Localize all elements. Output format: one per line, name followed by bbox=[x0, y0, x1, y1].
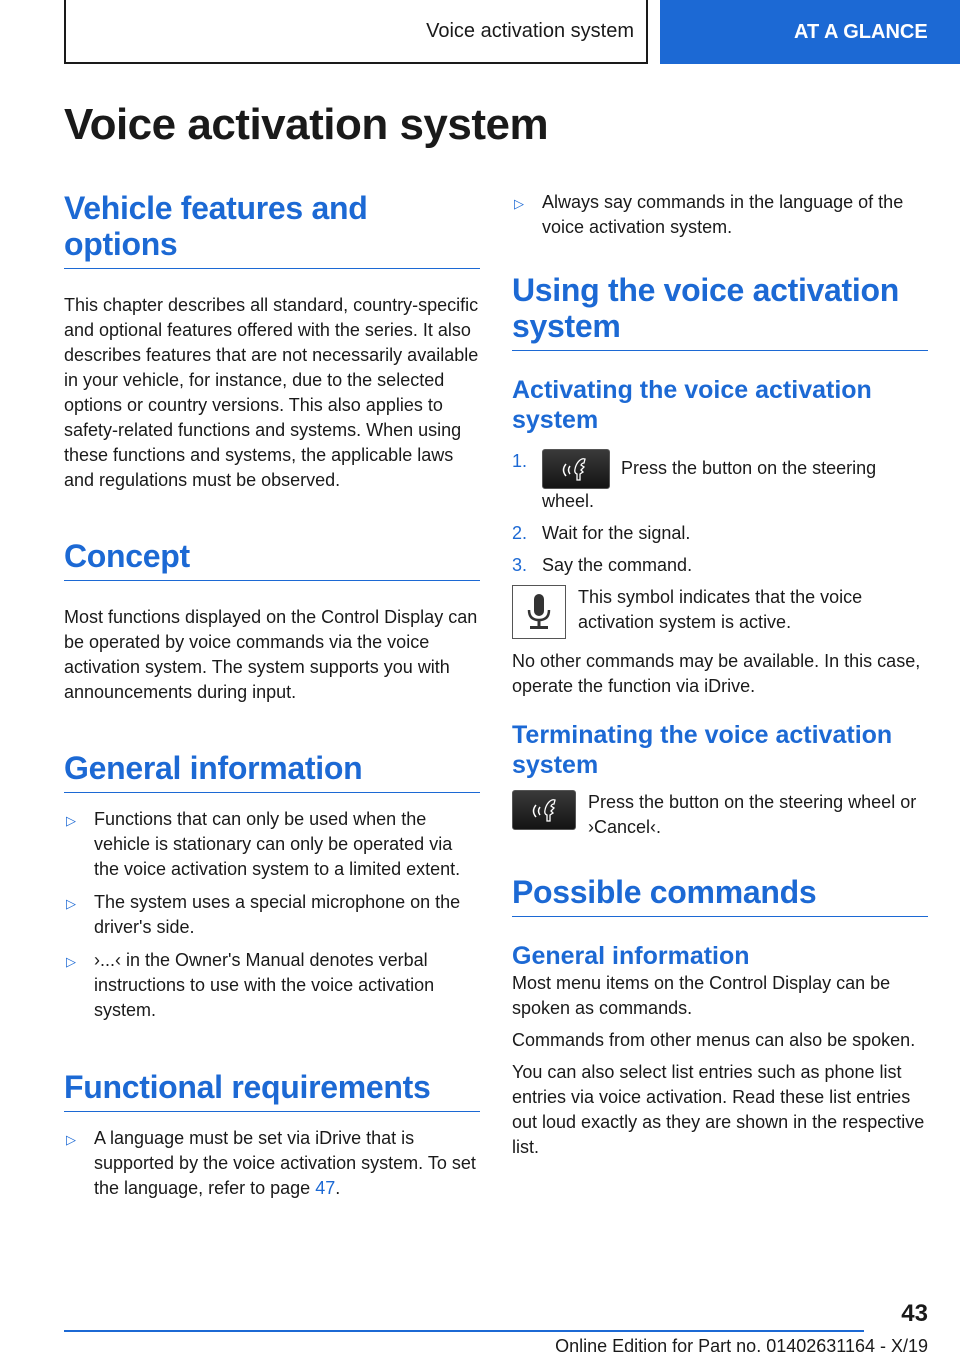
page-reference-link[interactable]: 47 bbox=[315, 1178, 336, 1198]
left-column bbox=[64, 190, 480, 1209]
header-chapter-tab[interactable] bbox=[660, 0, 960, 64]
triangle-bullet-icon: ▷ bbox=[66, 813, 76, 828]
heading-possible-commands: Possible commands bbox=[512, 874, 928, 917]
commands-paragraph: You can also select list entries such as phone list entries via voice activation. Read these list entries out loud exactly as they are shown in the respective list. bbox=[512, 1062, 925, 1157]
voice-command-icon bbox=[531, 797, 561, 823]
heading-vehicle-features: Vehicle features and options bbox=[64, 190, 480, 269]
step-text: Say the command. bbox=[542, 555, 693, 575]
step-number: 2. bbox=[512, 523, 528, 543]
step-item bbox=[512, 521, 928, 546]
footer-edition: Online Edition for Part no. 01402631164 - X/19 bbox=[555, 1336, 928, 1356]
header-chapter-label: AT A GLANCE bbox=[794, 20, 928, 43]
footer-divider bbox=[64, 1330, 864, 1332]
terminate-note bbox=[512, 790, 928, 840]
triangle-bullet-icon: ▷ bbox=[66, 954, 76, 969]
microphone-icon bbox=[524, 592, 554, 632]
header-section-title: Voice activation system bbox=[426, 19, 634, 42]
triangle-bullet-icon: ▷ bbox=[66, 1132, 76, 1147]
step-text: Wait for the signal. bbox=[542, 523, 691, 543]
terminate-text: Press the button on the steering wheel or ›Cancel‹. bbox=[588, 792, 917, 837]
page-number: 43 bbox=[901, 1300, 928, 1327]
heading-functional-requirements: Functional requirements bbox=[64, 1069, 480, 1112]
heading-general-information-commands: General information bbox=[512, 942, 750, 970]
list-item: ▷ A language must be set via iDrive that is supported by the voice activation system. To set the language, refer to page 47. bbox=[66, 1128, 476, 1198]
heading-activating: Activating the voice activation system bbox=[512, 376, 872, 434]
concept-paragraph: Most functions displayed on the Control Display can be operated by voice commands via the voice activation system. The system supports you with announcements during input. bbox=[64, 607, 478, 702]
symbol-description: This symbol indicates that the voice activation system is active. bbox=[578, 587, 863, 632]
activation-steps bbox=[512, 449, 928, 578]
no-commands-note: No other commands may be available. In this case, operate the function via iDrive. bbox=[512, 651, 921, 696]
requirements-list bbox=[64, 1126, 480, 1201]
features-paragraph: This chapter describes all standard, country-specific and optional features offered with the series. It also describes features that are not necessarily available in your vehicle, for instance, due to the selected options or country versions. This also applies to safety-related functions and systems. When using these functions and systems, the applicable laws and regulations must be observed. bbox=[64, 295, 479, 490]
triangle-bullet-icon: ▷ bbox=[514, 196, 524, 211]
page-title: Voice activation system bbox=[64, 100, 549, 149]
list-item: ▷ Functions that can only be used when the vehicle is stationary can only be operated via the voice activation system to a limited extent. bbox=[66, 809, 461, 879]
active-symbol-note bbox=[512, 585, 928, 639]
right-column bbox=[512, 190, 928, 1167]
list-item: ▷ Always say commands in the language of the voice activation system. bbox=[514, 192, 904, 237]
voice-button-image bbox=[512, 790, 576, 830]
heading-using-voice-activation: Using the voice activation system bbox=[512, 272, 928, 351]
heading-general-information: General information bbox=[64, 750, 480, 793]
list-item: ▷ The system uses a special microphone on the driver's side. bbox=[66, 892, 461, 937]
voice-command-icon bbox=[561, 456, 591, 482]
microphone-symbol-image bbox=[512, 585, 566, 639]
heading-concept: Concept bbox=[64, 538, 480, 581]
language-tip-list bbox=[512, 190, 928, 240]
step-item bbox=[512, 449, 928, 514]
heading-terminating: Terminating the voice activation system bbox=[512, 721, 893, 779]
triangle-bullet-icon: ▷ bbox=[66, 896, 76, 911]
header-section-box bbox=[64, 0, 648, 64]
voice-button-image bbox=[542, 449, 610, 489]
commands-paragraph: Most menu items on the Control Display can be spoken as commands. bbox=[512, 973, 891, 1018]
step-number: 1. bbox=[512, 451, 528, 471]
general-info-list bbox=[64, 807, 480, 1023]
step-number: 3. bbox=[512, 555, 528, 575]
list-item: ▷ ›...‹ in the Owner's Manual denotes verbal instructions to use with the voice activation system. bbox=[66, 950, 435, 1020]
step-item bbox=[512, 553, 928, 578]
step-text: Press the button on the steering wheel. bbox=[542, 457, 877, 511]
commands-paragraph: Commands from other menus can also be spoken. bbox=[512, 1030, 916, 1050]
